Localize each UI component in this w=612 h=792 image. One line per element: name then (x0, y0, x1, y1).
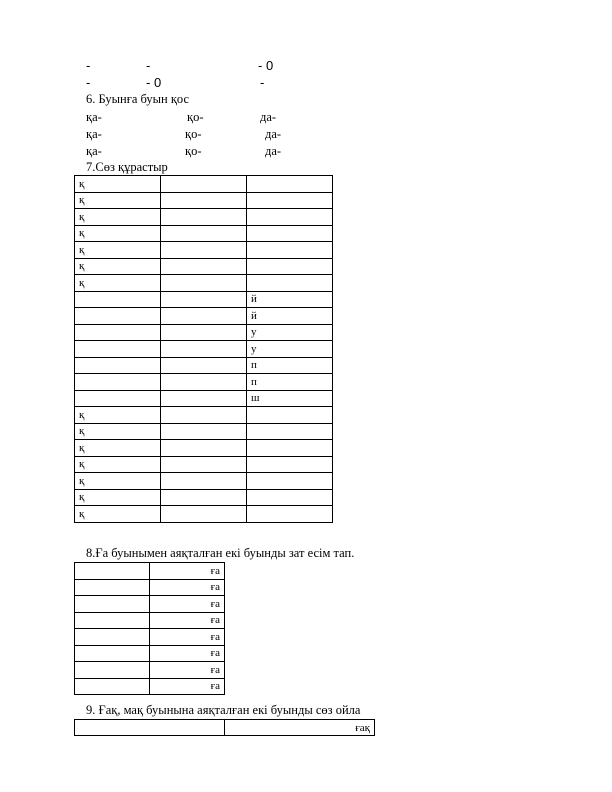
table-row (75, 407, 333, 424)
table-row (75, 390, 333, 407)
table-row (75, 596, 225, 613)
table-cell[interactable]: у (247, 341, 333, 358)
table-row (75, 563, 225, 580)
table-cell[interactable] (161, 176, 247, 193)
answer-cell[interactable] (75, 678, 150, 695)
ending-cell: ға (150, 612, 225, 629)
table-row (75, 357, 333, 374)
table-cell[interactable] (247, 209, 333, 226)
table-cell[interactable] (161, 506, 247, 523)
top-dash-1-1: - (86, 58, 91, 73)
syllable-1-2: қо- (187, 110, 204, 124)
table-cell[interactable] (247, 242, 333, 259)
top-dash-1-2: - (146, 58, 151, 73)
table-cell[interactable] (161, 308, 247, 325)
table-cell[interactable]: у (247, 324, 333, 341)
table-cell[interactable]: қ (75, 209, 161, 226)
table-row (75, 374, 333, 391)
top-dash-1-3: - 0 (258, 58, 274, 73)
top-dash-2-1: - (86, 75, 91, 90)
syllable-2-3: да- (265, 127, 282, 141)
table-cell[interactable] (75, 291, 161, 308)
table-cell[interactable] (161, 390, 247, 407)
table-cell[interactable]: қ (75, 242, 161, 259)
table-cell[interactable] (247, 192, 333, 209)
table-cell[interactable] (161, 374, 247, 391)
table-cell[interactable]: й (247, 291, 333, 308)
top-dash-2-2: - 0 (146, 75, 162, 90)
table-row (75, 324, 333, 341)
answer-cell[interactable] (75, 645, 150, 662)
syllable-3-3: да- (265, 144, 282, 158)
table-row (75, 242, 333, 259)
ga-noun-table (74, 562, 225, 695)
table-cell[interactable] (161, 209, 247, 226)
table-cell[interactable]: ш (247, 390, 333, 407)
table-row (75, 275, 333, 292)
table-cell[interactable] (247, 456, 333, 473)
table-cell[interactable] (161, 473, 247, 490)
table-cell[interactable] (161, 489, 247, 506)
table-cell[interactable] (247, 440, 333, 457)
word-build-table (74, 175, 333, 523)
ending-cell: ға (150, 678, 225, 695)
syllable-3-2: қо- (185, 144, 202, 158)
table-cell[interactable] (161, 407, 247, 424)
table-cell[interactable] (161, 423, 247, 440)
table-cell[interactable]: қ (75, 473, 161, 490)
table-cell[interactable] (247, 258, 333, 275)
table-cell[interactable] (161, 324, 247, 341)
table-cell[interactable] (247, 407, 333, 424)
table-cell[interactable] (75, 324, 161, 341)
table-cell[interactable] (247, 506, 333, 523)
top-dash-2-3: - (260, 75, 265, 90)
ending-cell: ға (150, 596, 225, 613)
table-row (75, 629, 225, 646)
table-cell[interactable] (161, 456, 247, 473)
table-cell[interactable] (161, 357, 247, 374)
table-cell[interactable] (247, 225, 333, 242)
table-cell[interactable]: қ (75, 506, 161, 523)
table-cell[interactable]: п (247, 357, 333, 374)
table-cell[interactable] (75, 374, 161, 391)
syllable-2-2: қо- (185, 127, 202, 141)
table-cell[interactable]: қ (75, 456, 161, 473)
table-cell[interactable]: қ (75, 440, 161, 457)
table-cell[interactable]: п (247, 374, 333, 391)
table-row (75, 225, 333, 242)
table-cell[interactable] (161, 291, 247, 308)
table-cell[interactable]: қ (75, 176, 161, 193)
syllable-3-1: қа- (86, 144, 102, 158)
table-cell[interactable] (247, 275, 333, 292)
table-cell[interactable]: қ (75, 192, 161, 209)
table-cell[interactable]: қ (75, 225, 161, 242)
section8-heading: 8.Ға буынымен аяқталған екі буынды зат есім тап. (86, 546, 355, 560)
table-cell[interactable] (247, 423, 333, 440)
section9-heading: 9. Ғақ, мақ буынына аяқталған екі буынды сөз ойла (86, 703, 361, 717)
table-row (75, 291, 333, 308)
table-cell[interactable]: қ (75, 275, 161, 292)
table-row (75, 645, 225, 662)
table-row (75, 579, 225, 596)
table-cell[interactable] (161, 275, 247, 292)
table-row (75, 423, 333, 440)
answer-cell[interactable] (75, 596, 150, 613)
ending-cell: ға (150, 629, 225, 646)
table-cell[interactable]: й (247, 308, 333, 325)
table-row (75, 176, 333, 193)
syllable-1-3: да- (260, 110, 277, 124)
table-cell[interactable] (161, 341, 247, 358)
section7-heading: 7.Сөз құрастыр (86, 160, 168, 174)
ending-cell: ға (150, 563, 225, 580)
table-cell[interactable] (75, 390, 161, 407)
answer-cell[interactable] (75, 563, 150, 580)
table-cell[interactable]: қ (75, 489, 161, 506)
table-row (75, 720, 375, 736)
table-cell[interactable] (75, 357, 161, 374)
table-cell[interactable] (247, 489, 333, 506)
table-cell[interactable] (161, 258, 247, 275)
answer-cell[interactable] (75, 720, 225, 736)
table-row (75, 506, 333, 523)
syllable-1-1: қа- (86, 110, 102, 124)
ending-cell: ға (150, 579, 225, 596)
table-cell[interactable] (247, 473, 333, 490)
table-row (75, 308, 333, 325)
section6-heading: 6. Буынға буын қос (86, 92, 190, 106)
table-row (75, 192, 333, 209)
answer-cell[interactable] (75, 612, 150, 629)
answer-cell[interactable] (75, 629, 150, 646)
gaq-word-table (74, 719, 375, 736)
table-cell[interactable] (161, 192, 247, 209)
table-cell[interactable] (161, 440, 247, 457)
answer-cell[interactable] (75, 662, 150, 679)
table-row (75, 612, 225, 629)
table-row (75, 473, 333, 490)
table-cell[interactable] (161, 225, 247, 242)
table-row (75, 678, 225, 695)
table-row (75, 662, 225, 679)
table-row (75, 440, 333, 457)
table-cell[interactable]: қ (75, 407, 161, 424)
table-cell[interactable] (75, 308, 161, 325)
table-cell[interactable] (247, 176, 333, 193)
syllable-2-1: қа- (86, 127, 102, 141)
answer-cell[interactable] (75, 579, 150, 596)
table-cell[interactable]: қ (75, 258, 161, 275)
table-row (75, 258, 333, 275)
table-cell[interactable] (75, 341, 161, 358)
table-cell[interactable]: қ (75, 423, 161, 440)
table-row (75, 456, 333, 473)
ending-cell: ға (150, 662, 225, 679)
ending-cell: ға (150, 645, 225, 662)
table-cell[interactable] (161, 242, 247, 259)
table-row (75, 489, 333, 506)
table-row (75, 209, 333, 226)
ending-cell: ғақ (225, 720, 375, 736)
table-row (75, 341, 333, 358)
